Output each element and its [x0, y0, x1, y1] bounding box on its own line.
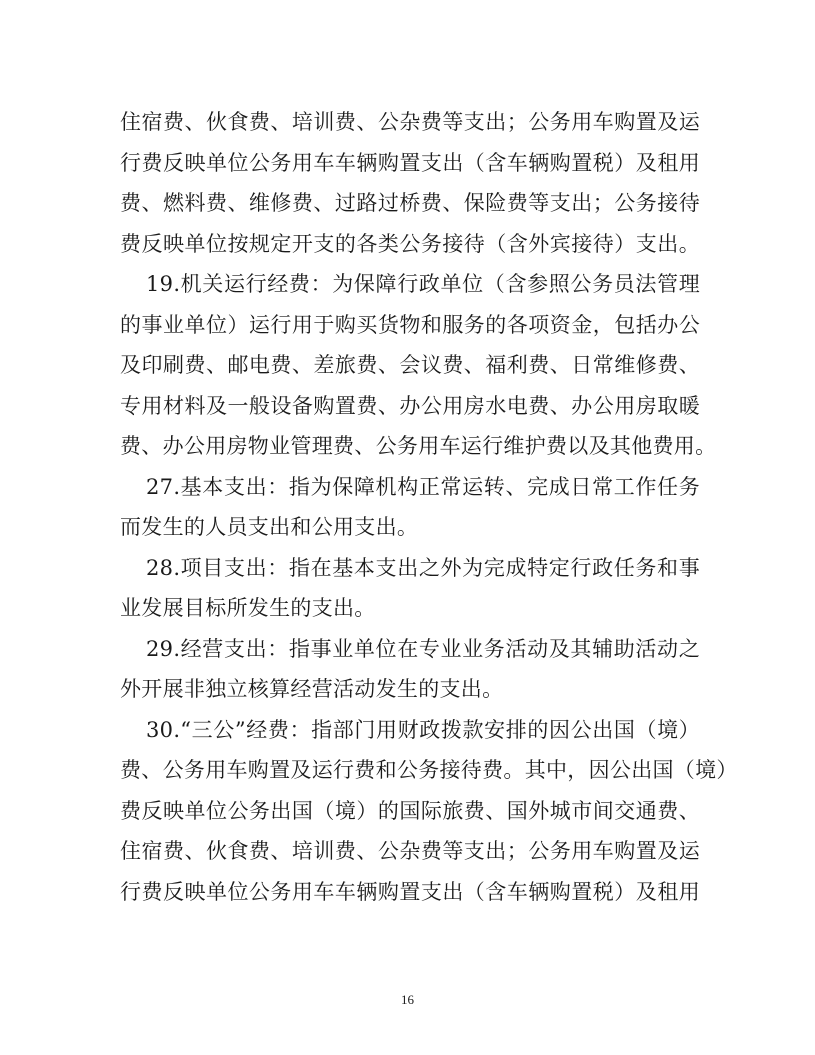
text-line: 及印刷费、邮电费、差旅费、会议费、福利费、日常维修费、: [120, 353, 700, 377]
text-line: 费反映单位公务出国（境）的国际旅费、国外城市间交通费、: [120, 798, 700, 823]
text-line: 业发展目标所发生的支出。: [120, 596, 376, 620]
text-line: 费、燃料费、维修费、过路过桥费、保险费等支出；公务接待: [120, 191, 700, 215]
text-line: 27.基本支出：指为保障机构正常运转、完成日常工作任务: [146, 474, 700, 499]
text-line: 专用材料及一般设备购置费、办公用房水电费、办公用房取暖: [120, 393, 700, 418]
text-line: 住宿费、伙食费、培训费、公杂费等支出；公务用车购置及运: [120, 110, 700, 134]
text-line: 行费反映单位公务用车车辆购置支出（含车辆购置税）及租用: [120, 150, 700, 175]
text-line: 30.“三公”经费：指部门用财政拨款安排的因公出国（境）: [146, 717, 700, 742]
paragraph-27-basic-expenditure: [120, 467, 700, 548]
text-line: 费、办公用房物业管理费、公务用车运行维护费以及其他费用。: [120, 434, 717, 458]
text-line: 19.机关运行经费：为保障行政单位（含参照公务员法管理: [146, 272, 700, 296]
text-line: 而发生的人员支出和公用支出。: [120, 515, 419, 539]
text-line: 29.经营支出：指事业单位在专业业务活动及其辅助活动之: [146, 636, 700, 661]
text-line: 费反映单位按规定开支的各类公务接待（含外宾接待）支出。: [120, 231, 700, 256]
text-line: 住宿费、伙食费、培训费、公杂费等支出；公务用车购置及运: [120, 839, 700, 863]
paragraph-19-operating-funds: [120, 264, 717, 467]
text-line: 费、公务用车购置及运行费和公务接待费。其中，因公出国（境）: [120, 758, 738, 782]
paragraph-continuation: [120, 102, 700, 264]
text-line: 外开展非独立核算经营活动发生的支出。: [120, 677, 504, 701]
text-line: 28.项目支出：指在基本支出之外为完成特定行政任务和事: [146, 555, 700, 580]
page-number: 16: [401, 992, 414, 1007]
text-line: 的事业单位）运行用于购买货物和服务的各项资金，包括办公: [120, 312, 700, 337]
paragraph-30-three-public-expenses: [120, 710, 738, 913]
paragraph-28-project-expenditure: [120, 548, 700, 629]
paragraph-29-business-expenditure: [120, 629, 700, 710]
body-text: [120, 102, 738, 912]
text-line: 行费反映单位公务用车车辆购置支出（含车辆购置税）及租用: [120, 879, 700, 904]
